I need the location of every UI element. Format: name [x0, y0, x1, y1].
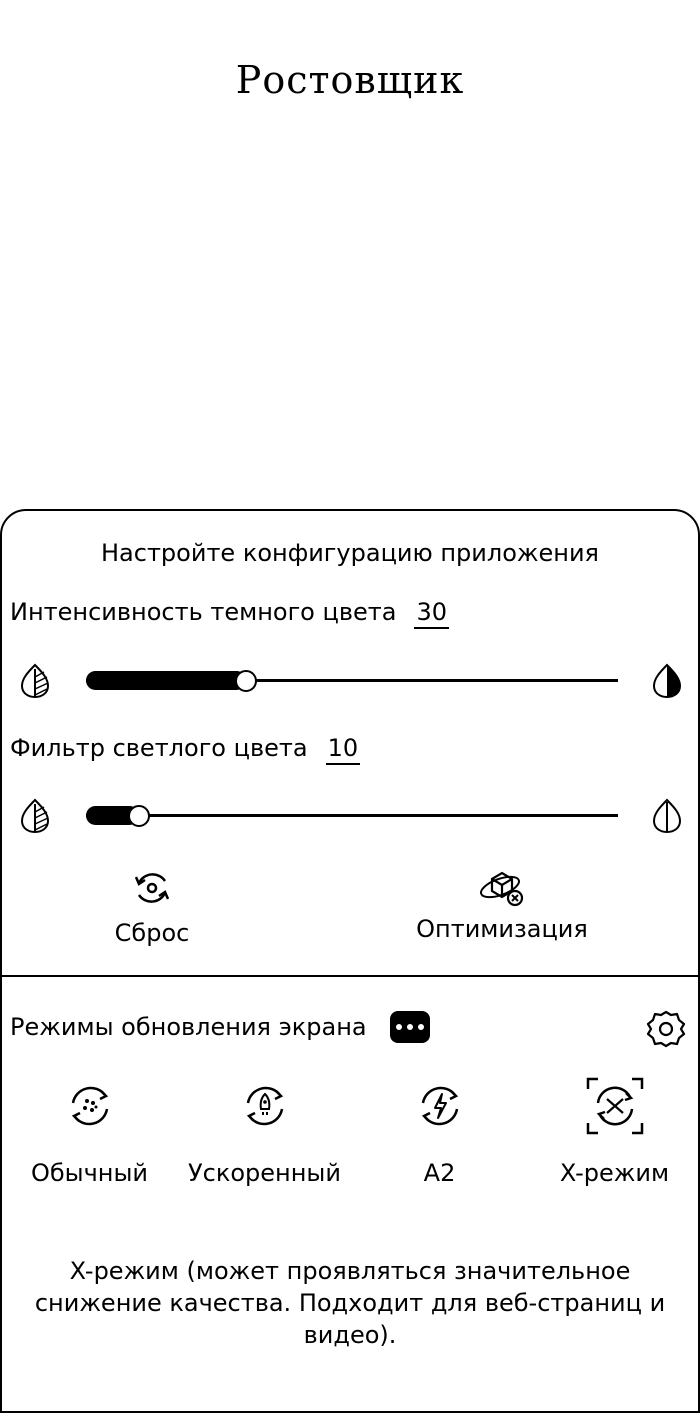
- mode-a2-label: A2: [423, 1159, 456, 1187]
- more-dots-icon[interactable]: [390, 1011, 430, 1043]
- light-filter-thumb[interactable]: [128, 805, 150, 827]
- light-filter-label: Фильтр светлого цвета: [10, 734, 308, 762]
- half-contrast-icon[interactable]: [650, 663, 684, 699]
- mode-x[interactable]: [527, 1081, 700, 1187]
- gear-icon[interactable]: [646, 1009, 686, 1049]
- leaf-icon[interactable]: [18, 663, 52, 699]
- refresh-modes-title: Режимы обновления экрана: [10, 1013, 367, 1041]
- mode-x-label: X-режим: [559, 1159, 670, 1187]
- light-filter-slider[interactable]: [2, 796, 698, 836]
- normal-mode-icon: [65, 1081, 115, 1131]
- dark-intensity-value[interactable]: 30: [414, 597, 449, 629]
- section-divider: [2, 975, 698, 977]
- a2-mode-icon: [415, 1081, 465, 1131]
- mode-a2[interactable]: [352, 1081, 527, 1187]
- leaf-icon[interactable]: [18, 798, 52, 834]
- dark-intensity-slider[interactable]: [2, 661, 698, 701]
- optimize-cube-icon: [478, 867, 526, 909]
- light-filter-track[interactable]: [86, 814, 618, 817]
- mode-speed-label: Ускоренный: [188, 1159, 341, 1187]
- dark-intensity-thumb[interactable]: [235, 670, 257, 692]
- reset-rotate-icon: [131, 867, 173, 909]
- dark-intensity-label: Интенсивность темного цвета: [10, 598, 397, 626]
- config-panel: [0, 509, 700, 1413]
- dark-intensity-label-row: [10, 597, 449, 629]
- mode-description: X-режим (может проявляться значительное снижение качества. Подходит для веб-страниц и видео).: [34, 1257, 666, 1349]
- light-filter-value[interactable]: 10: [326, 733, 361, 765]
- optimize-label: Оптимизация: [416, 915, 588, 943]
- speed-mode-icon: [240, 1081, 290, 1131]
- outline-leaf-icon[interactable]: [650, 798, 684, 834]
- mode-speed[interactable]: [177, 1081, 352, 1187]
- x-mode-icon: [584, 1075, 646, 1137]
- reset-label: Сброс: [114, 919, 190, 947]
- mode-normal[interactable]: [2, 1081, 177, 1187]
- light-filter-label-row: [10, 733, 360, 765]
- mode-normal-label: Обычный: [30, 1159, 149, 1187]
- reset-button[interactable]: [97, 867, 207, 947]
- optimize-button[interactable]: [402, 867, 602, 943]
- panel-title: Настройте конфигурацию приложения: [101, 539, 599, 567]
- dark-intensity-fill: [86, 671, 246, 690]
- app-title: Ростовщик: [235, 58, 465, 102]
